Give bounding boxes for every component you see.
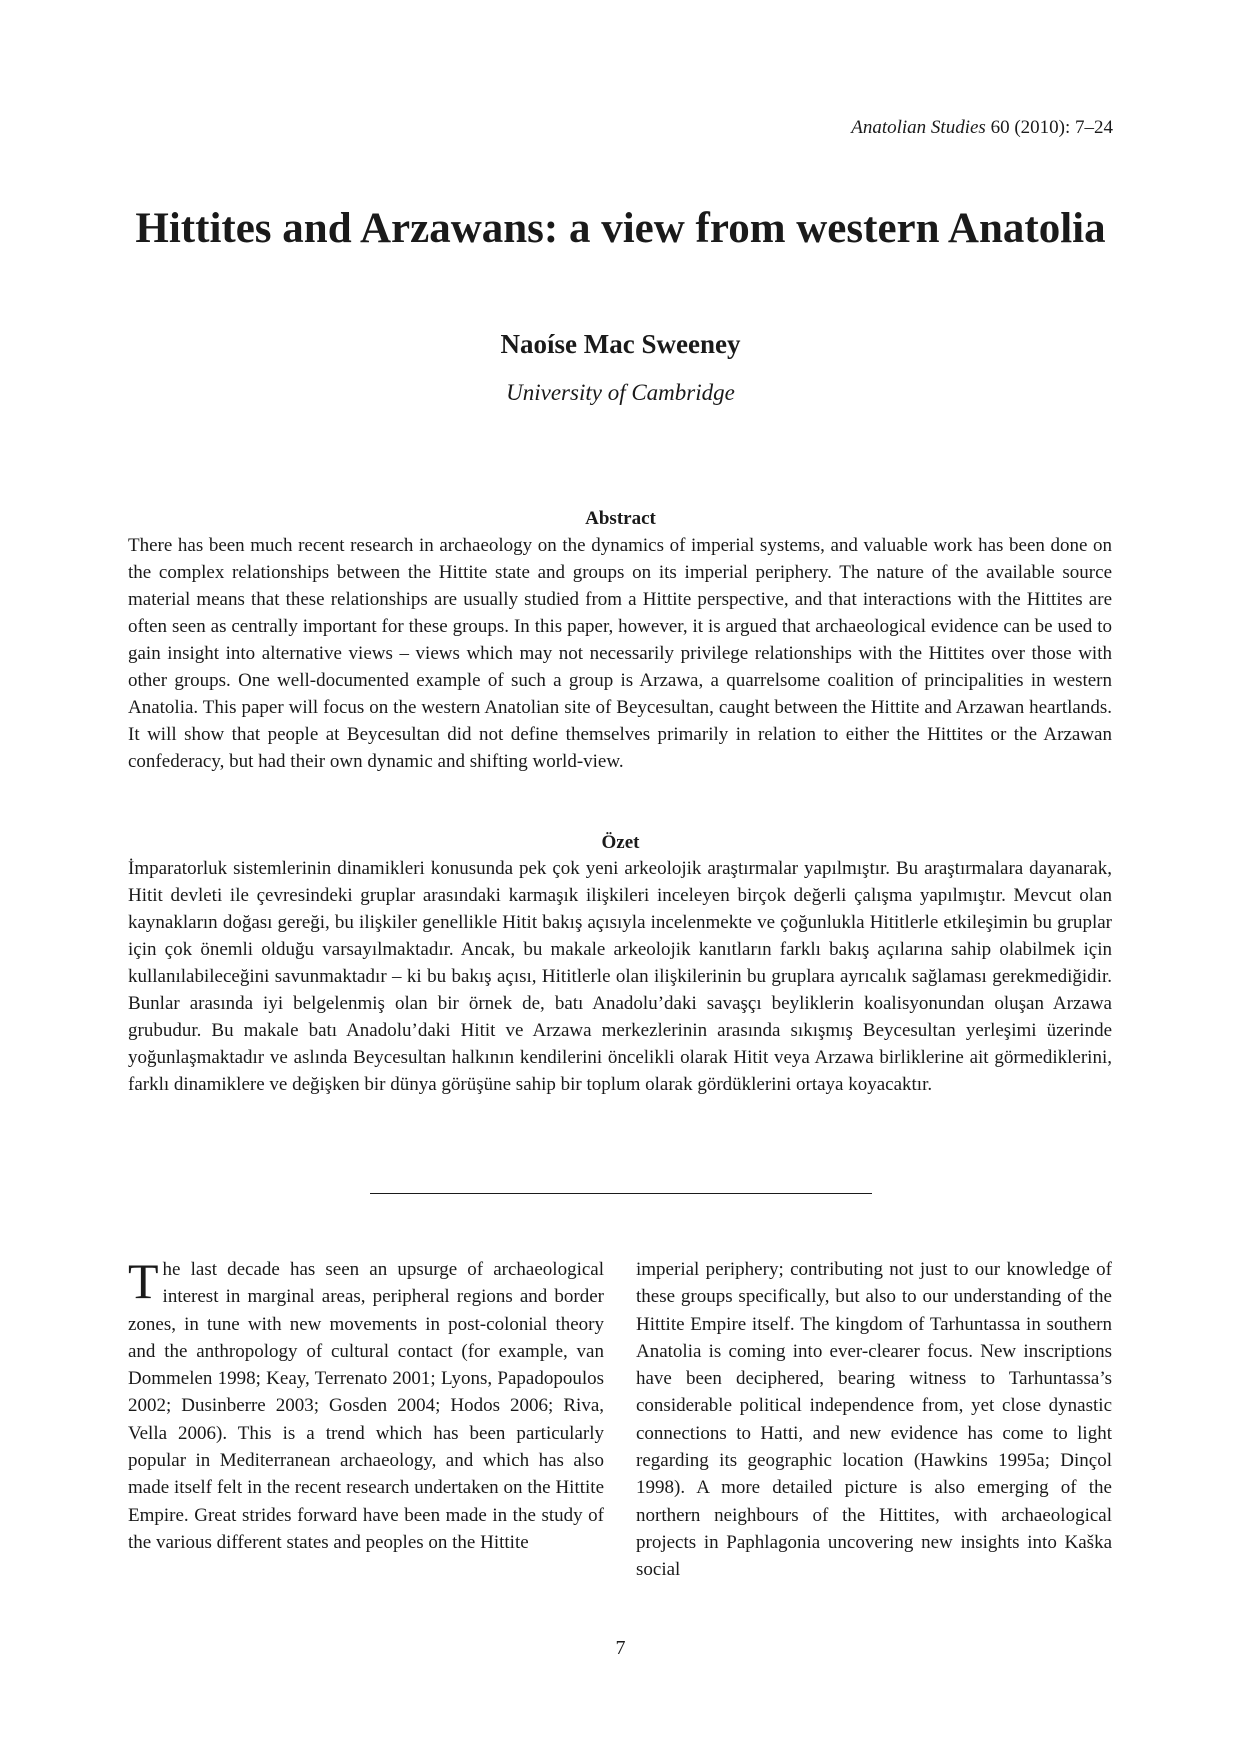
ozet-text: İmparatorluk sistemlerinin dinamikleri konusunda pek çok yeni arkeolojik araştırmalar yapılmıştır. Bu araştırmalara dayanarak, Hitit devleti ile çevresindeki gruplar arasındaki karmaşık ilişkileri inceleyen birçok değerli çalışma yapılmıştır. Mevcut olan kaynakların doğası gereği, bu ilişkiler genellikle Hitit bakış açısıyla incelenmekte ve çoğunlukla Hititlerle etkileşimin bu gruplar için çok önemli olduğu varsayılmaktadır. Ancak, bu makale arkeolojik kanıtların farklı bakış açılarına sahip olabilmek için kullanılabileceğini savunmaktadır – ki bu bakış açısı, Hititlerle olan ilişkilerinin bu gruplara ayrıcalık sağlaması gerekmediğidir. Bunlar arasında iyi belgelenmiş olan bir örnek de, batı Anadolu’daki savaşçı beyliklerin koalisyonundan oluşan Arzawa grubudur. Bu makale batı Anadolu’daki Hitit ve Arzawa merkezlerinin arasında sıkışmış Beycesultan yerleşimi üzerinde yoğunlaşmaktadır ve aslında Beycesultan halkının kendilerini öncelikli olarak Hitit veya Arzawa birliklerine ait görmediklerini, farklı dinamiklere ve değişken bir dünya görüşüne sahip bir toplum olarak gördüklerini ortaya koyacaktır. bbox=[128, 858, 1112, 1095]
abstract-text: There has been much recent research in archaeology on the dynamics of imperial systems, and valuable work has been done on the complex relationships between the Hittite state and groups on its imperial periphery. The nature of the available source material means that these relationships are usually studied from a Hittite perspective, and that interactions with the Hittites are often seen as centrally important for these groups. In this paper, however, it is argued that archaeological evidence can be used to gain insight into alternative views – views which may not necessarily privilege relationships with the Hittites over those with other groups. One well-documented example of such a group is Arzawa, a quarrelsome coalition of principalities in western Anatolia. This paper will focus on the western Anatolian site of Beycesultan, caught between the Hittite and Arzawan heartlands. It will show that people at Beycesultan did not define themselves primarily in relation to either the Hittites or the Arzawan confederacy, but had their own dynamic and shifting world-view. bbox=[128, 535, 1112, 772]
author-affiliation: University of Cambridge bbox=[506, 380, 735, 405]
journal-volume: 60 (2010): 7–24 bbox=[990, 117, 1113, 138]
body-column-left-text: he last decade has seen an upsurge of archaeological interest in marginal areas, peripheral regions and border zones, in tune with new movements in post-colonial theory and the anthropology of cultural contact (for example, van Dommelen 1998; Keay, Terrenato 2001; Lyons, Papadopoulos 2002; Dusinberre 2003; Gosden 2004; Hodos 2006; Riva, Vella 2006). This is a trend which has been particularly popular in Mediterranean archaeology, and which has also made itself felt in the recent research undertaken on the Hittite Empire. Great strides forward have been made in the study of the various different states and peoples on the Hittite bbox=[128, 1259, 604, 1553]
journal-citation bbox=[851, 116, 1113, 140]
author-name: Naoíse Mac Sweeney bbox=[500, 329, 741, 359]
ozet-heading: Özet bbox=[601, 832, 640, 853]
body-column-left bbox=[128, 1253, 604, 1556]
page-number: 7 bbox=[615, 1637, 626, 1659]
journal-name: Anatolian Studies bbox=[851, 117, 986, 138]
drop-cap: T bbox=[128, 1253, 159, 1309]
paper-title: Hittites and Arzawans: a view from western Anatolia bbox=[135, 205, 1106, 252]
body-column-right: imperial periphery; contributing not just to our knowledge of these groups specifically, but also to our understanding of the Hittite Empire itself. The kingdom of Tarhuntassa in southern Anatolia is coming into ever-clearer focus. New inscriptions have been deciphered, bearing witness to Tarhuntassa’s considerable political independence from, yet close dynastic connections to Hatti, and new evidence has come to light regarding its geographic location (Hawkins 1995a; Dinçol 1998). A more detailed picture is also emerging of the northern neighbours of the Hittites, with archaeological projects in Paphlagonia uncovering new insights into Kaška social bbox=[636, 1259, 1112, 1581]
section-divider bbox=[370, 1193, 872, 1194]
abstract-heading: Abstract bbox=[585, 508, 656, 529]
